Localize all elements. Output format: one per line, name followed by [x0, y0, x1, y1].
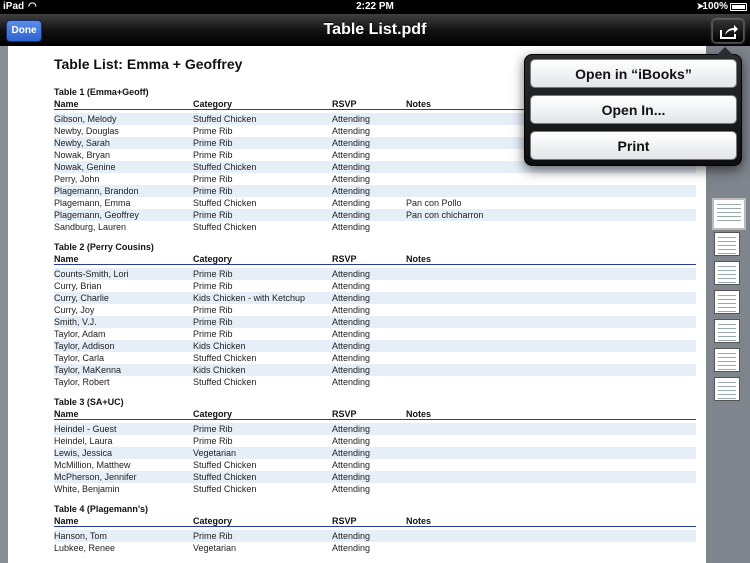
cell-category: Stuffed Chicken: [193, 460, 257, 470]
cell-category: Prime Rib: [193, 186, 233, 196]
cell-name: Sandburg, Lauren: [54, 222, 127, 232]
cell-category: Prime Rib: [193, 531, 233, 541]
page-thumbnail[interactable]: [714, 348, 740, 372]
open-in-button[interactable]: Open In...: [530, 95, 737, 124]
cell-rsvp: Attending: [332, 186, 371, 196]
cell-notes: Pan con chicharron: [406, 210, 484, 220]
column-header-name: Name: [54, 516, 79, 526]
table-row: [54, 292, 696, 304]
column-header-name: Name: [54, 409, 79, 419]
cell-category: Prime Rib: [193, 424, 233, 434]
cell-name: Nowak, Bryan: [54, 150, 111, 160]
table-row: [54, 483, 696, 495]
cell-rsvp: Attending: [332, 353, 371, 363]
cell-name: Curry, Charlie: [54, 293, 109, 303]
cell-category: Stuffed Chicken: [193, 114, 257, 124]
cell-notes: [406, 542, 696, 554]
cell-notes: [406, 304, 696, 316]
table-row: [54, 280, 696, 292]
cell-category: Vegetarian: [193, 448, 237, 458]
battery-icon: [730, 3, 747, 11]
cell-notes: [406, 352, 696, 364]
cell-name: Lewis, Jessica: [54, 448, 113, 458]
cell-name: Plagemann, Geoffrey: [54, 210, 139, 220]
cell-category: Stuffed Chicken: [193, 472, 257, 482]
cell-rsvp: Attending: [332, 317, 371, 327]
table-heading: Table 2 (Perry Cousins): [54, 242, 154, 252]
nav-bar: [0, 14, 750, 46]
cell-category: Stuffed Chicken: [193, 353, 257, 363]
status-bar: [0, 0, 750, 14]
cell-notes: [406, 483, 696, 495]
page-title: Table List: Emma + Geoffrey: [54, 56, 243, 72]
page-thumbnail[interactable]: [712, 198, 746, 230]
cell-rsvp: Attending: [332, 293, 371, 303]
cell-name: McMillion, Matthew: [54, 460, 131, 470]
cell-category: Stuffed Chicken: [193, 222, 257, 232]
cell-rsvp: Attending: [332, 543, 371, 553]
share-icon: [719, 24, 739, 40]
cell-notes: Pan con Pollo: [406, 198, 462, 208]
cell-notes: [406, 268, 696, 280]
cell-rsvp: Attending: [332, 377, 371, 387]
cell-category: Prime Rib: [193, 281, 233, 291]
share-popover: [524, 54, 742, 166]
cell-category: Prime Rib: [193, 174, 233, 184]
cell-category: Stuffed Chicken: [193, 484, 257, 494]
cell-name: Smith, V.J.: [54, 317, 97, 327]
cell-category: Prime Rib: [193, 210, 233, 220]
table-row: [54, 221, 696, 233]
column-header-category: Category: [193, 99, 233, 109]
cell-notes: [406, 459, 696, 471]
cell-name: Lubkee, Renee: [54, 543, 116, 553]
cell-notes: [406, 280, 696, 292]
table-row: [54, 542, 696, 554]
cell-category: Vegetarian: [193, 543, 237, 553]
cell-rsvp: Attending: [332, 424, 371, 434]
cell-notes: [406, 364, 696, 376]
table-heading: Table 3 (SA+UC): [54, 397, 124, 407]
share-button[interactable]: [712, 19, 744, 43]
cell-category: Prime Rib: [193, 329, 233, 339]
cell-name: Curry, Brian: [54, 281, 102, 291]
table-row: [54, 471, 696, 483]
cell-rsvp: Attending: [332, 484, 371, 494]
cell-notes: [406, 471, 696, 483]
column-header-row: [54, 253, 696, 265]
guest-table: [54, 241, 696, 388]
cell-rsvp: Attending: [332, 269, 371, 279]
cell-name: Taylor, Addison: [54, 341, 115, 351]
cell-category: Prime Rib: [193, 150, 233, 160]
cell-rsvp: Attending: [332, 281, 371, 291]
cell-rsvp: Attending: [332, 198, 371, 208]
table-heading: Table 1 (Emma+Geoff): [54, 87, 149, 97]
column-header-notes: Notes: [406, 254, 432, 264]
guest-table: [54, 503, 696, 554]
table-row: [54, 268, 696, 280]
column-header-name: Name: [54, 99, 79, 109]
print-button[interactable]: Print: [530, 131, 737, 160]
page-thumbnail[interactable]: [714, 261, 740, 285]
cell-rsvp: Attending: [332, 472, 371, 482]
table-row: [54, 340, 696, 352]
cell-notes: [406, 292, 696, 304]
cell-notes: [406, 328, 696, 340]
cell-rsvp: Attending: [332, 126, 371, 136]
cell-rsvp: Attending: [332, 329, 371, 339]
cell-category: Prime Rib: [193, 269, 233, 279]
table-row: [54, 530, 696, 542]
column-header-row: [54, 408, 696, 420]
column-header-rsvp: RSVP: [332, 516, 357, 526]
cell-category: Prime Rib: [193, 138, 233, 148]
cell-name: Nowak, Genine: [54, 162, 116, 172]
cell-rsvp: Attending: [332, 210, 371, 220]
cell-name: Taylor, MaKenna: [54, 365, 122, 375]
table-row: [54, 185, 696, 197]
cell-category: Prime Rib: [193, 126, 233, 136]
cell-name: Curry, Joy: [54, 305, 95, 315]
column-header-category: Category: [193, 516, 233, 526]
wifi-icon: ◠: [28, 1, 37, 12]
cell-rsvp: Attending: [332, 448, 371, 458]
clock: 2:22 PM: [356, 1, 394, 12]
cell-notes: [406, 173, 696, 185]
cell-category: Kids Chicken - with Ketchup: [193, 293, 306, 303]
open-in-ibooks-button[interactable]: Open in “iBooks”: [530, 59, 737, 88]
cell-category: Prime Rib: [193, 305, 233, 315]
column-header-rsvp: RSVP: [332, 254, 357, 264]
cell-name: Counts-Smith, Lori: [54, 269, 129, 279]
cell-rsvp: Attending: [332, 150, 371, 160]
cell-name: Perry, John: [54, 174, 100, 184]
table-row: [54, 209, 696, 221]
table-row: [54, 447, 696, 459]
cell-category: Prime Rib: [193, 436, 233, 446]
cell-notes: [406, 376, 696, 388]
cell-rsvp: Attending: [332, 138, 371, 148]
cell-notes: [406, 185, 696, 197]
cell-rsvp: Attending: [332, 436, 371, 446]
device-label: iPad: [3, 1, 25, 12]
document-title: Table List.pdf: [323, 21, 427, 38]
column-header-row: [54, 515, 696, 527]
cell-name: Heindel - Guest: [54, 424, 117, 434]
cell-rsvp: Attending: [332, 162, 371, 172]
battery-percent: 100%: [702, 1, 728, 12]
cell-name: White, Benjamin: [54, 484, 120, 494]
table-row: [54, 435, 696, 447]
column-header-notes: Notes: [406, 99, 432, 109]
table-row: [54, 376, 696, 388]
table-row: [54, 316, 696, 328]
cell-category: Stuffed Chicken: [193, 162, 257, 172]
column-header-notes: Notes: [406, 516, 432, 526]
cell-name: Plagemann, Brandon: [54, 186, 139, 196]
cell-name: Newby, Sarah: [54, 138, 110, 148]
table-row: [54, 423, 696, 435]
cell-name: McPherson, Jennifer: [54, 472, 137, 482]
guest-table: [54, 396, 696, 495]
table-row: [54, 328, 696, 340]
page-thumbnail[interactable]: [714, 290, 740, 314]
cell-rsvp: Attending: [332, 114, 371, 124]
table-heading: Table 4 (Plagemann's): [54, 504, 148, 514]
column-header-category: Category: [193, 254, 233, 264]
cell-notes: [406, 316, 696, 328]
column-header-notes: Notes: [406, 409, 432, 419]
cell-rsvp: Attending: [332, 222, 371, 232]
cell-rsvp: Attending: [332, 531, 371, 541]
page-thumbnail[interactable]: [714, 232, 740, 256]
location-icon: ➤: [696, 1, 704, 11]
cell-notes: [406, 530, 696, 542]
table-row: [54, 459, 696, 471]
cell-name: Plagemann, Emma: [54, 198, 131, 208]
cell-name: Taylor, Adam: [54, 329, 106, 339]
cell-name: Gibson, Melody: [54, 114, 117, 124]
cell-category: Stuffed Chicken: [193, 198, 257, 208]
cell-notes: [406, 221, 696, 233]
cell-rsvp: Attending: [332, 174, 371, 184]
cell-name: Taylor, Carla: [54, 353, 105, 363]
table-row: [54, 364, 696, 376]
column-header-rsvp: RSVP: [332, 99, 357, 109]
cell-rsvp: Attending: [332, 305, 371, 315]
table-row: [54, 173, 696, 185]
cell-rsvp: Attending: [332, 460, 371, 470]
cell-notes: [406, 435, 696, 447]
cell-rsvp: Attending: [332, 341, 371, 351]
cell-notes: [406, 447, 696, 459]
column-header-rsvp: RSVP: [332, 409, 357, 419]
cell-category: Stuffed Chicken: [193, 377, 257, 387]
page-thumbnail[interactable]: [714, 319, 740, 343]
cell-notes: [406, 340, 696, 352]
column-header-name: Name: [54, 254, 79, 264]
cell-name: Taylor, Robert: [54, 377, 110, 387]
page-thumbnail[interactable]: [714, 377, 740, 401]
table-row: [54, 304, 696, 316]
cell-notes: [406, 423, 696, 435]
cell-name: Hanson, Tom: [54, 531, 107, 541]
done-button[interactable]: Done: [6, 20, 42, 42]
cell-name: Heindel, Laura: [54, 436, 113, 446]
cell-category: Kids Chicken: [193, 341, 246, 351]
table-row: [54, 352, 696, 364]
cell-rsvp: Attending: [332, 365, 371, 375]
column-header-category: Category: [193, 409, 233, 419]
cell-category: Kids Chicken: [193, 365, 246, 375]
cell-name: Newby, Douglas: [54, 126, 119, 136]
cell-category: Prime Rib: [193, 317, 233, 327]
table-row: [54, 197, 696, 209]
